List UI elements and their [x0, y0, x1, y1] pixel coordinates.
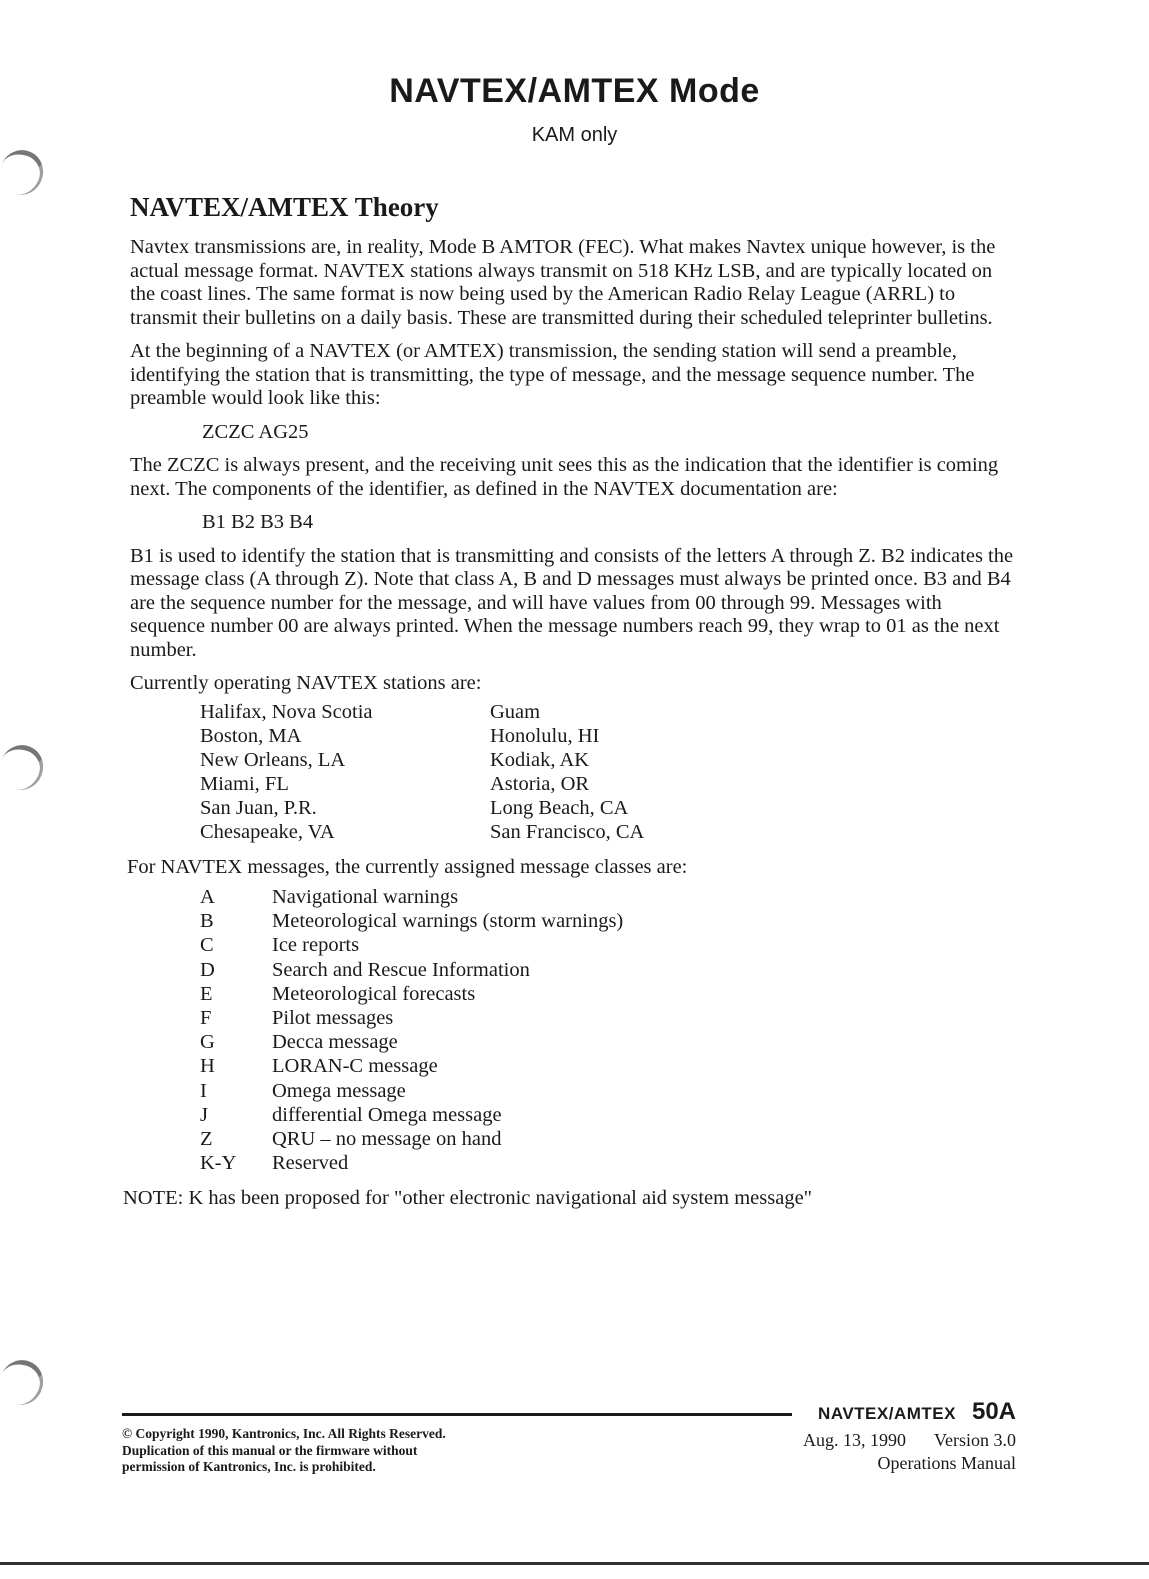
page-number: 50A — [971, 1398, 1016, 1425]
footer-date-line — [803, 1429, 1016, 1452]
class-code: E — [200, 982, 213, 1005]
station-item: Kodiak, AK — [490, 748, 590, 771]
paragraph-intro: Navtex transmissions are, in reality, Mode B AMTOR (FEC). What makes Navtex unique however, is the actual message format. NAVTEX stations always transmit on 518 KHz LSB, and are typically located on the coast lines. The same format is now being used by the American Radio Relay League (ARRL) to transmit their bulletins on a daily basis. These are transmitted during their scheduled teleprinter bulletins. — [130, 236, 996, 329]
list-item — [200, 909, 1020, 933]
main-content — [123, 190, 1020, 1221]
list-item — [200, 982, 1020, 1006]
copyright-notice — [122, 1426, 562, 1476]
preamble-example: ZCZC AG25 — [202, 420, 309, 443]
class-code: I — [200, 1079, 207, 1102]
station-item: Guam — [490, 700, 541, 723]
list-item — [200, 958, 1020, 982]
class-code: B — [200, 910, 214, 933]
station-item: Miami, FL — [200, 772, 289, 795]
list-item — [200, 1030, 1020, 1054]
class-description: LORAN-C message — [272, 1055, 438, 1078]
station-item: San Francisco, CA — [490, 820, 645, 843]
class-description: Omega message — [272, 1079, 406, 1102]
page-subtitle: KAM only — [531, 124, 618, 146]
copyright-line: permission of Kantronics, Inc. is prohibited. — [122, 1459, 376, 1474]
list-item — [200, 1054, 1020, 1078]
class-description: Reserved — [272, 1152, 349, 1175]
class-code: J — [200, 1103, 208, 1126]
section-heading: NAVTEX/AMTEX Theory — [130, 192, 439, 222]
footer-rule — [122, 1413, 792, 1416]
class-description: QRU – no message on hand — [272, 1128, 502, 1151]
class-description: Decca message — [272, 1031, 398, 1054]
list-item — [200, 885, 1020, 909]
binder-hole-mark — [0, 739, 49, 796]
page-title: NAVTEX/AMTEX Mode — [389, 72, 760, 110]
list-item — [200, 933, 1020, 957]
stations-list — [200, 700, 1020, 844]
station-item: Long Beach, CA — [490, 796, 629, 819]
footer-section-name: NAVTEX/AMTEX — [818, 1404, 956, 1423]
classes-intro: For NAVTEX messages, the currently assigned message classes are: — [127, 855, 688, 878]
list-item — [200, 1151, 1020, 1175]
paragraph-components: B1 is used to identify the station that is transmitting and consists of the letters A through Z. B2 indicates the message class (A through Z). Note that class A, B and D messages must always be printed once. B3 and B4 are the sequence number for the message, and will have values from 00 through 99. Messages with sequence number 00 are always printed. When the message numbers reach 99, they wrap to 01 as the next number. — [130, 544, 1014, 661]
identifier-example: B1 B2 B3 B4 — [202, 511, 314, 533]
class-description: Search and Rescue Information — [272, 958, 530, 981]
footer-date: Aug. 13, 1990 — [803, 1430, 906, 1450]
copyright-line: Duplication of this manual or the firmware without — [122, 1442, 418, 1458]
stations-intro: Currently operating NAVTEX stations are: — [130, 672, 482, 694]
station-item: Chesapeake, VA — [200, 820, 335, 843]
paragraph-identifier: The ZCZC is always present, and the receiving unit sees this as the indication that the identifier is coming next. The components of the identifier, as defined in the NAVTEX documentation are: — [130, 454, 999, 500]
footer-info — [803, 1400, 1016, 1475]
class-description: Meteorological warnings (storm warnings) — [272, 910, 624, 933]
class-description: Meteorological forecasts — [272, 982, 476, 1005]
binder-hole-mark — [0, 144, 49, 201]
station-item: Honolulu, HI — [490, 724, 600, 747]
copyright-line: © Copyright 1990, Kantronics, Inc. All Rights Reserved. — [122, 1426, 446, 1441]
station-item: New Orleans, LA — [200, 748, 346, 771]
class-code: K-Y — [200, 1152, 237, 1175]
paragraph-preamble: At the beginning of a NAVTEX (or AMTEX) transmission, the sending station will send a preamble, identifying the station that is transmitting, the type of message, and the message sequence number. The preamble would look like this: — [130, 340, 975, 409]
list-item — [200, 1079, 1020, 1103]
message-classes-list — [200, 885, 1020, 1175]
class-code: Z — [200, 1128, 213, 1151]
scan-edge — [0, 1562, 1149, 1565]
footer-version: Version 3.0 — [934, 1430, 1016, 1450]
station-item: Boston, MA — [200, 724, 302, 747]
class-description: Navigational warnings — [272, 886, 459, 908]
class-code: H — [200, 1055, 215, 1078]
class-code: C — [200, 934, 214, 957]
class-code: F — [200, 1007, 212, 1030]
class-description: Pilot messages — [272, 1007, 394, 1030]
footer-section-line — [803, 1400, 1016, 1425]
class-code: D — [200, 958, 215, 981]
list-item — [200, 1103, 1020, 1127]
list-item — [200, 1006, 1020, 1030]
class-description: Ice reports — [272, 934, 360, 957]
station-item: Halifax, Nova Scotia — [200, 700, 373, 723]
binder-hole-mark — [0, 1354, 49, 1411]
class-description: differential Omega message — [272, 1103, 502, 1126]
station-item: San Juan, P.R. — [200, 796, 317, 819]
class-code: G — [200, 1031, 215, 1054]
station-item: Astoria, OR — [490, 772, 590, 795]
note-text: NOTE: K has been proposed for "other electronic navigational aid system message" — [123, 1187, 813, 1210]
footer-manual: Operations Manual — [877, 1453, 1016, 1473]
list-item — [200, 1127, 1020, 1151]
class-code: A — [200, 886, 215, 908]
